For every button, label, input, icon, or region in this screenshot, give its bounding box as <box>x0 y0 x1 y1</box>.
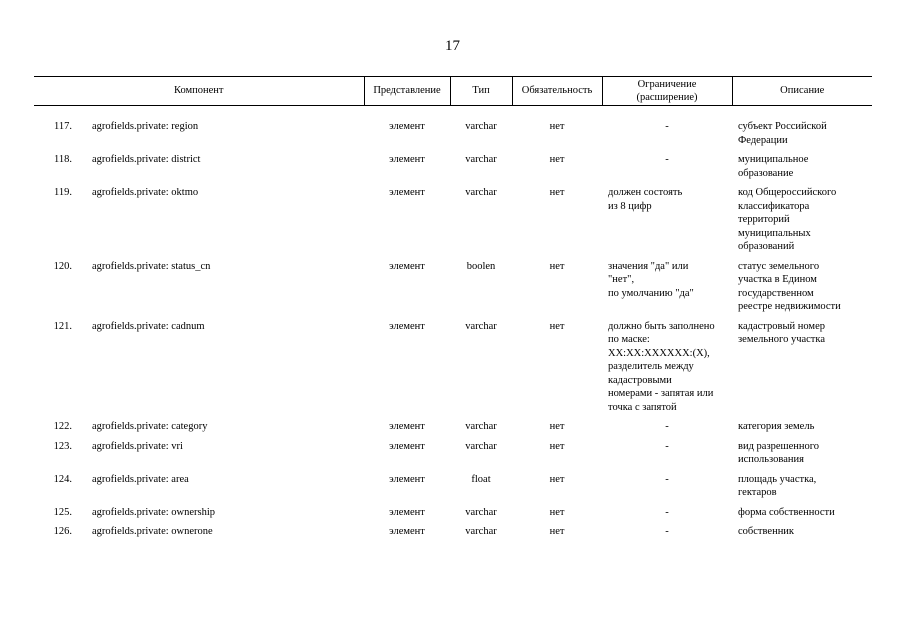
component-name: agrofields.private: area <box>92 473 189 485</box>
description-cell-line: участка в Едином <box>738 274 817 285</box>
row-number: 118. <box>54 154 72 165</box>
row-number: 120. <box>53 260 72 272</box>
description-cell-line: муниципальных <box>738 227 811 239</box>
description-cell-line: категория земель <box>738 421 815 432</box>
row-number: 121. <box>53 320 72 332</box>
header-component: Компонент <box>34 77 364 106</box>
obligation-cell: нет <box>549 121 565 132</box>
description-cell-line: кадастровый номер <box>738 320 825 332</box>
description-cell-line: использования <box>738 454 804 465</box>
type-cell: varchar <box>465 440 497 452</box>
description-cell-line: классификатора <box>738 200 810 212</box>
restriction-cell-line: номерами - запятая или <box>608 388 714 399</box>
obligation-cell: нет <box>549 440 565 452</box>
row-number: 124. <box>53 473 72 485</box>
restriction-cell-line: должно быть заполнено <box>608 320 715 332</box>
description-cell <box>732 260 872 320</box>
representation-cell: элемент <box>389 421 425 432</box>
type-cell: varchar <box>465 421 497 432</box>
restriction-cell <box>602 506 732 526</box>
description-cell-line: субъект Российской <box>738 121 827 132</box>
representation-cell: элемент <box>389 320 425 332</box>
component-name: agrofields.private: oktmo <box>92 187 199 198</box>
table-row <box>34 506 872 526</box>
row-number: 117. <box>54 121 72 132</box>
restriction-cell <box>602 153 732 186</box>
component-name: agrofields.private: ownerone <box>92 526 213 537</box>
restriction-cell-line: XX:XX:XXXXXX:(X), <box>608 347 710 359</box>
restriction-cell-line: по умолчанию "да" <box>608 287 694 299</box>
restriction-cell-line: - <box>665 121 669 132</box>
row-number: 119. <box>54 187 72 198</box>
table-row <box>34 260 872 320</box>
restriction-cell-line: - <box>665 154 669 165</box>
obligation-cell: нет <box>549 526 565 537</box>
header-restriction <box>602 77 732 106</box>
restriction-cell <box>602 440 732 473</box>
description-cell-line: код Общероссийского <box>738 187 837 198</box>
representation-cell: элемент <box>389 473 425 485</box>
description-cell <box>732 473 872 506</box>
description-cell-line: земельного участка <box>738 334 825 345</box>
representation-cell: элемент <box>389 506 425 518</box>
obligation-cell: нет <box>549 473 565 485</box>
description-cell-line: муниципальное <box>738 154 809 165</box>
description-cell-line: вид разрешенного <box>738 440 820 452</box>
header-description: Описание <box>732 77 872 106</box>
restriction-cell <box>602 473 732 506</box>
representation-cell: элемент <box>389 440 425 452</box>
table-row <box>34 525 872 545</box>
restriction-cell-line: точка с запятой <box>608 401 677 413</box>
restriction-cell-line: - <box>665 473 669 485</box>
obligation-cell: нет <box>549 421 565 432</box>
component-name: agrofields.private: cadnum <box>92 320 205 332</box>
representation-cell: элемент <box>389 187 425 198</box>
table-header-row <box>34 77 872 106</box>
header-restriction-line-1: Ограничение <box>637 78 697 90</box>
description-cell <box>732 420 872 440</box>
obligation-cell: нет <box>549 260 565 272</box>
component-name: agrofields.private: district <box>92 154 201 165</box>
type-cell: varchar <box>465 121 497 132</box>
component-name: agrofields.private: vri <box>92 440 183 452</box>
description-cell-line: статус земельного <box>738 260 820 272</box>
row-number: 126. <box>53 526 72 537</box>
component-name: agrofields.private: status_cn <box>92 260 211 272</box>
obligation-cell: нет <box>549 187 565 198</box>
component-name: agrofields.private: ownership <box>92 506 216 518</box>
restriction-cell-line: из 8 цифр <box>608 200 652 212</box>
header-restriction-line-2: (расширение) <box>636 92 698 103</box>
description-cell-line: площадь участка, <box>738 473 817 485</box>
type-cell: varchar <box>465 154 497 165</box>
description-cell-line: реестре недвижимости <box>738 301 841 312</box>
description-cell <box>732 120 872 153</box>
restriction-cell-line: кадастровыми <box>608 374 672 386</box>
description-cell <box>732 506 872 526</box>
description-cell <box>732 525 872 545</box>
obligation-cell: нет <box>549 506 565 518</box>
description-cell-line: образование <box>738 167 794 179</box>
restriction-cell-line: должен состоять <box>608 187 683 198</box>
header-type: Тип <box>450 77 512 106</box>
representation-cell: элемент <box>389 121 425 132</box>
restriction-cell <box>602 420 732 440</box>
restriction-cell-line: - <box>665 421 669 432</box>
description-cell <box>732 186 872 260</box>
page-number: 17 <box>445 38 460 54</box>
description-cell-line: государственном <box>738 287 814 299</box>
type-cell: boolen <box>466 260 496 272</box>
table-row <box>34 186 872 260</box>
restriction-cell-line: разделитель между <box>608 361 694 372</box>
type-cell: varchar <box>465 187 497 198</box>
restriction-cell <box>602 320 732 421</box>
table-row <box>34 320 872 421</box>
restriction-cell-line: - <box>665 526 669 537</box>
type-cell: varchar <box>465 506 497 518</box>
row-number: 122. <box>53 421 72 432</box>
table-row <box>34 420 872 440</box>
table-row <box>34 440 872 473</box>
type-cell: varchar <box>465 320 497 332</box>
description-cell-line: форма собственности <box>738 506 835 518</box>
component-name: agrofields.private: region <box>92 121 199 132</box>
representation-cell: элемент <box>389 154 425 165</box>
table-row <box>34 473 872 506</box>
representation-cell: элемент <box>389 260 425 272</box>
description-cell-line: территорий <box>738 214 790 225</box>
table-row <box>34 153 872 186</box>
restriction-cell-line: - <box>665 506 669 518</box>
obligation-cell: нет <box>549 320 565 332</box>
row-number: 123. <box>53 440 72 452</box>
description-cell <box>732 440 872 473</box>
row-number: 125. <box>53 506 72 518</box>
representation-cell: элемент <box>389 526 425 537</box>
description-cell-line: гектаров <box>738 487 777 498</box>
restriction-cell <box>602 186 732 260</box>
restriction-cell-line: "нет", <box>608 274 635 285</box>
table-row <box>34 120 872 153</box>
restriction-cell <box>602 120 732 153</box>
type-cell: float <box>471 473 491 485</box>
description-cell <box>732 153 872 186</box>
component-name: agrofields.private: category <box>92 421 208 432</box>
restriction-cell-line: по маске: <box>608 334 650 345</box>
type-cell: varchar <box>465 526 497 537</box>
restriction-cell <box>602 260 732 320</box>
description-cell-line: Федерации <box>738 134 788 146</box>
restriction-cell-line: - <box>665 440 669 452</box>
header-obligation: Обязательность <box>512 77 602 106</box>
header-representation: Представление <box>364 77 450 106</box>
description-cell-line: образований <box>738 241 795 252</box>
spec-table <box>34 76 872 545</box>
obligation-cell: нет <box>549 154 565 165</box>
restriction-cell-line: значения "да" или <box>608 260 689 272</box>
description-cell-line: собственник <box>738 526 795 537</box>
restriction-cell <box>602 525 732 545</box>
description-cell <box>732 320 872 421</box>
